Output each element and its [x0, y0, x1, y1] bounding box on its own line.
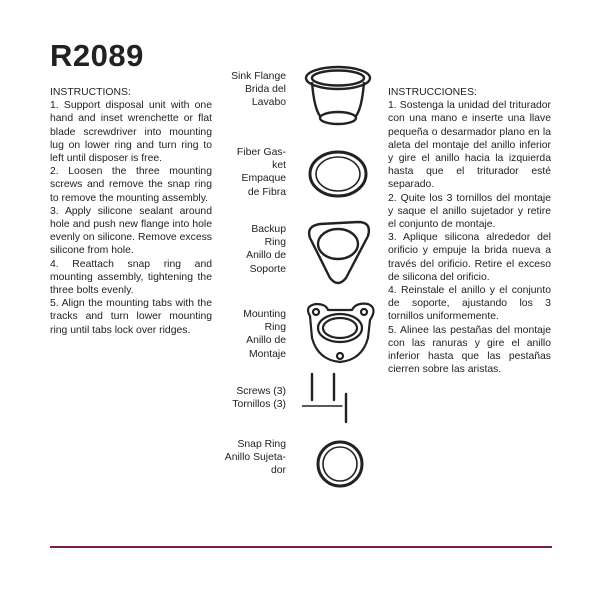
label-line: Brida del	[244, 84, 286, 96]
english-step-4: 4. Reattach snap ring and mounting assembly, tightening the three bolts evenly.	[50, 258, 212, 297]
label-line: Tornillos (3)	[232, 399, 286, 411]
label-fiber-gasket	[196, 146, 286, 199]
label-backup-ring	[196, 223, 286, 276]
spanish-heading: INSTRUCCIONES:	[388, 87, 477, 98]
english-step-1: 1. Support disposal unit with one hand and inset wrenchette or flat blade screwdriver into mounting lug on lower ring and turn ring to left until disposer is free.	[50, 100, 212, 165]
label-line: dor	[270, 465, 286, 477]
english-step-2: 2. Loosen the three mounting screws and remove the snap ring to remove the mounting assembly.	[50, 166, 212, 204]
backup-ring-icon	[300, 216, 376, 288]
label-line: Mounting	[243, 309, 286, 320]
label-line: Sink Flange	[231, 71, 286, 82]
sink-flange-icon	[298, 56, 378, 132]
label-line: Anillo de	[246, 250, 286, 262]
label-line: ket	[272, 160, 286, 172]
label-screws	[196, 385, 286, 411]
label-snap-ring	[196, 438, 286, 478]
spanish-step-5: 5. Alinee las pestañas del montaje con las ranuras y gire el anillo inferior hasta que las pestañas cierren sobre las aristas.	[388, 324, 551, 376]
label-line: Ring	[264, 237, 286, 249]
label-line: Soporte	[249, 263, 286, 275]
label-line: Ring	[264, 322, 286, 334]
label-line: Screws (3)	[236, 386, 286, 397]
fiber-gasket-icon	[306, 148, 370, 200]
spanish-step-1: 1. Sostenga la unidad del triturador con una mano e inserte una llave pequeña o desarmador plano en la aleta del montaje del anillo inferior y gire el anillo hacia la izquierda hasta que el triturador esté separado.	[388, 100, 551, 191]
spanish-step-4: 4. Reinstale el anillo y el conjunto de soporte, ajustando los 3 tornillos uniformemente.	[388, 285, 551, 323]
footer-rule	[50, 546, 552, 548]
label-line: Empaque	[241, 173, 286, 185]
label-line: Anillo de	[246, 335, 286, 347]
screws-icon	[302, 370, 362, 426]
label-sink-flange	[196, 70, 286, 110]
mounting-ring-icon	[298, 298, 382, 372]
spanish-step-2: 2. Quite los 3 tornillos del montaje y saque el anillo sujetador y retire el conjunto de montaje.	[388, 192, 551, 231]
product-number: R2089	[50, 38, 144, 73]
english-instructions	[50, 86, 212, 337]
label-line: Lavabo	[251, 97, 286, 109]
snap-ring-icon	[314, 438, 366, 490]
label-line: Snap Ring	[237, 439, 286, 450]
label-line: Anillo Sujeta-	[224, 452, 286, 464]
label-line: Montaje	[249, 348, 286, 360]
english-step-3: 3. Apply silicone sealant around hole and push new flange into hole evenly on silicone. Remove excess silicone from hole.	[50, 205, 212, 257]
label-line: Fiber Gas-	[236, 147, 286, 158]
english-step-5: 5. Align the mounting tabs with the tracks and turn lower mounting ring until tabs lock over ridges.	[50, 298, 212, 336]
english-heading: INSTRUCTIONS:	[50, 87, 131, 98]
spanish-instructions	[388, 86, 551, 376]
label-line: Backup	[251, 224, 286, 235]
label-line: de Fibra	[247, 186, 286, 198]
spanish-step-3: 3. Aplique silicona alrededor del orificio y empuje la brida nueva a través del orificio. Retire el exceso de silicona del orificio.	[388, 232, 551, 283]
label-mounting-ring	[196, 308, 286, 361]
